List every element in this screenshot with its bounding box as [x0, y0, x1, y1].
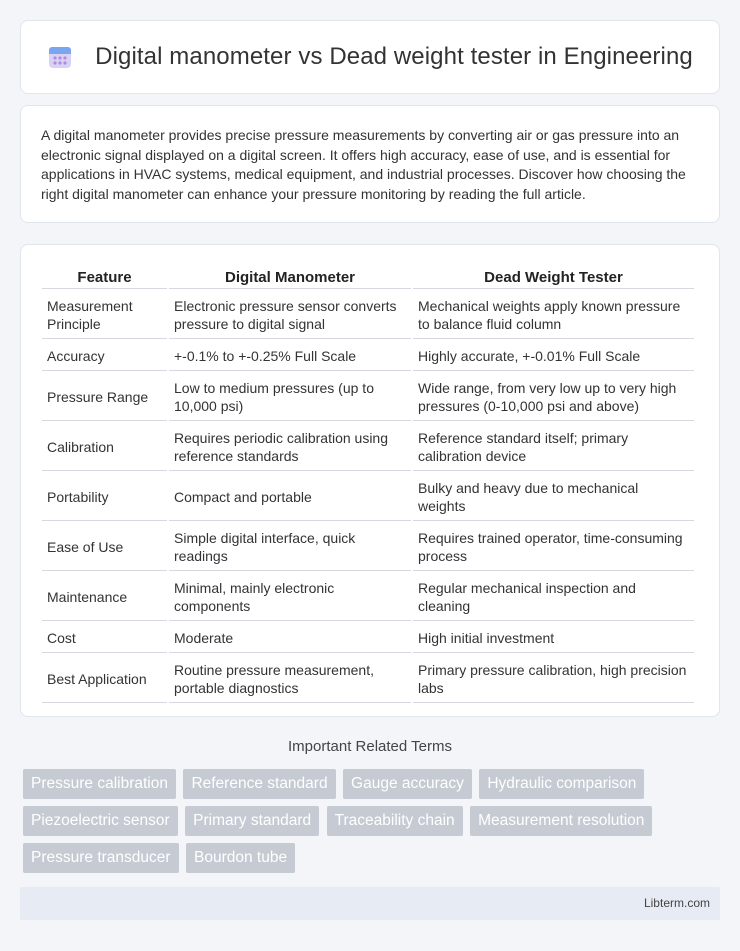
digital-manometer-cell: Electronic pressure sensor converts pressure to digital signal — [169, 291, 411, 339]
digital-manometer-cell: +-0.1% to +-0.25% Full Scale — [169, 341, 411, 371]
digital-manometer-cell: Low to medium pressures (up to 10,000 psi) — [169, 373, 411, 421]
related-term-tag[interactable]: Bourdon tube — [186, 843, 295, 873]
related-term-tag[interactable]: Reference standard — [183, 769, 335, 799]
title-card — [20, 20, 720, 94]
footer — [20, 887, 720, 920]
related-term-tag[interactable]: Pressure calibration — [23, 769, 176, 799]
dead-weight-tester-cell: High initial investment — [413, 623, 694, 653]
related-term-tag[interactable]: Measurement resolution — [470, 806, 652, 836]
table-row — [42, 341, 694, 371]
digital-manometer-cell: Requires periodic calibration using reference standards — [169, 423, 411, 471]
feature-cell: Pressure Range — [42, 373, 167, 421]
dead-weight-tester-cell: Wide range, from very low up to very high pressures (0-10,000 psi and above) — [413, 373, 694, 421]
header-feature: Feature — [42, 266, 167, 289]
digital-manometer-cell: Moderate — [169, 623, 411, 653]
table-row — [42, 423, 694, 471]
intro-card — [20, 105, 720, 223]
feature-cell: Calibration — [42, 423, 167, 471]
digital-manometer-cell: Simple digital interface, quick readings — [169, 523, 411, 571]
table-row — [42, 623, 694, 653]
feature-cell: Ease of Use — [42, 523, 167, 571]
table-header-row — [42, 266, 694, 289]
feature-cell: Portability — [42, 473, 167, 521]
table-row — [42, 655, 694, 703]
dead-weight-tester-cell: Reference standard itself; primary calibration device — [413, 423, 694, 471]
digital-manometer-cell: Minimal, mainly electronic components — [169, 573, 411, 621]
dead-weight-tester-cell: Regular mechanical inspection and cleaning — [413, 573, 694, 621]
page-title: Digital manometer vs Dead weight tester in Engineering — [95, 43, 693, 70]
footer-site-link[interactable]: Libterm.com — [643, 896, 710, 910]
table-row — [42, 523, 694, 571]
dead-weight-tester-cell: Requires trained operator, time-consuming process — [413, 523, 694, 571]
related-terms-list — [23, 769, 723, 880]
feature-cell: Maintenance — [42, 573, 167, 621]
related-term-tag[interactable]: Hydraulic comparison — [479, 769, 644, 799]
related-term-tag[interactable]: Primary standard — [185, 806, 319, 836]
comparison-table — [40, 264, 696, 705]
feature-cell: Measurement Principle — [42, 291, 167, 339]
related-term-tag[interactable]: Gauge accuracy — [343, 769, 472, 799]
intro-text: A digital manometer provides precise pressure measurements by converting air or gas pressure into an electronic signal displayed on a digital screen. It offers high accuracy, ease of use, and is essential for applications in HVAC systems, medical equipment, and industrial processes. Discover how choosing the right digital manometer can enhance your pressure monitoring by reading the full article. — [41, 127, 686, 202]
table-row — [42, 473, 694, 521]
dead-weight-tester-cell: Highly accurate, +-0.01% Full Scale — [413, 341, 694, 371]
related-term-tag[interactable]: Traceability chain — [327, 806, 463, 836]
related-term-tag[interactable]: Piezoelectric sensor — [23, 806, 178, 836]
comparison-card — [20, 244, 720, 717]
dead-weight-tester-cell: Mechanical weights apply known pressure to balance fluid column — [413, 291, 694, 339]
feature-cell: Best Application — [42, 655, 167, 703]
table-row — [42, 373, 694, 421]
feature-cell: Accuracy — [42, 341, 167, 371]
table-row — [42, 291, 694, 339]
digital-manometer-cell: Compact and portable — [169, 473, 411, 521]
dead-weight-tester-cell: Primary pressure calibration, high precision labs — [413, 655, 694, 703]
feature-cell: Cost — [42, 623, 167, 653]
header-digital-manometer: Digital Manometer — [169, 266, 411, 289]
digital-manometer-cell: Routine pressure measurement, portable diagnostics — [169, 655, 411, 703]
related-terms-title: Important Related Terms — [288, 738, 452, 755]
table-row — [42, 573, 694, 621]
dead-weight-tester-cell: Bulky and heavy due to mechanical weights — [413, 473, 694, 521]
calendar-icon — [47, 44, 73, 70]
related-term-tag[interactable]: Pressure transducer — [23, 843, 179, 873]
header-dead-weight-tester: Dead Weight Tester — [413, 266, 694, 289]
